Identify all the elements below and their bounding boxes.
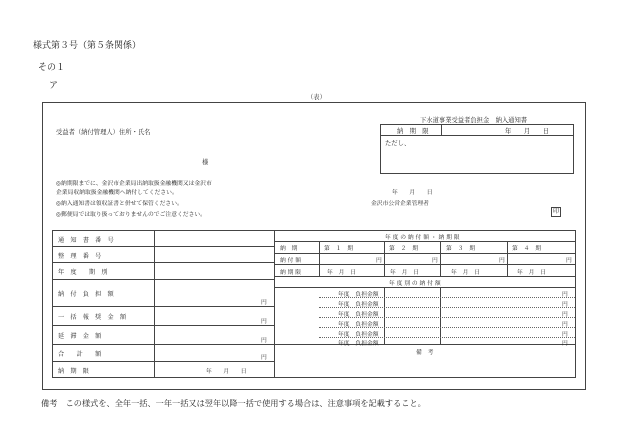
row-label (58, 366, 150, 375)
honorific: 様 (202, 159, 209, 166)
row-label-text: 延 滞 金 額 (58, 333, 102, 340)
schedule-header: 年 度 の 納 付 額 ・ 納 期 限 (385, 235, 460, 241)
period-header: 第 ３ 期 (446, 246, 475, 252)
instruction-line: 企業局収納取扱金融機関へ納付してください。 (56, 190, 178, 196)
annual-row-label: 年度 負担金額 (338, 332, 379, 338)
row-label (58, 331, 150, 340)
instruction-line: ◎納入通知書は領収証書と併せて保管ください。 (56, 201, 183, 207)
amount-row-label: 納 付 額 (280, 258, 302, 264)
row-label-text: 通 知 書 番 号 (58, 237, 114, 244)
amount-unit[interactable]: 円 (261, 355, 267, 361)
period-amount[interactable]: 円 (566, 258, 572, 264)
footnote: 備考 この様式を、全年一括、一年一括又は翌年以降一括で使用する場合は、注意事項を記載すること。 (41, 398, 426, 408)
form-part: その１ (38, 63, 66, 73)
row-label-text: 一 括 報 奨 金 額 (58, 314, 127, 321)
due-date-field[interactable]: 年 月 日 (206, 369, 247, 375)
due-date-value[interactable]: 年 月 日 (505, 128, 550, 135)
row-label-text: 合 計 額 (58, 351, 102, 358)
period-header: 第 ２ 期 (389, 246, 418, 252)
seal-box: 印 (552, 208, 559, 215)
annual-row-unit[interactable]: 円 (562, 312, 568, 318)
row-label (58, 251, 150, 260)
row-label (58, 289, 150, 298)
period-header: 第 １ 期 (324, 246, 353, 252)
row-label-text: 整 理 番 号 (58, 253, 102, 260)
period-header: 納 期 (280, 246, 298, 252)
annual-row-unit[interactable]: 円 (562, 292, 568, 298)
period-amount[interactable]: 円 (499, 258, 505, 264)
notice-title: 下水道事業受益者負担金 納入通知書 (420, 117, 528, 124)
due-row-label: 納 期 限 (280, 270, 302, 276)
period-due-date[interactable]: 年 月 日 (390, 270, 419, 276)
proviso[interactable]: ただし、 (385, 140, 411, 147)
row-label-text: 納 付 負 担 額 (58, 291, 114, 298)
form-number: 様式第３号（第５条関係） (33, 41, 142, 51)
row-label (58, 349, 150, 358)
due-date-box (380, 124, 574, 174)
period-amount[interactable]: 円 (376, 258, 382, 264)
period-due-date[interactable]: 年 月 日 (451, 270, 480, 276)
row-label-text: 年 度 期 別 (58, 269, 108, 276)
annual-row-label: 年度 負担金額 (338, 322, 379, 328)
instruction-line: ◎郵便局では取り扱っておりませんのでご注意ください。 (56, 212, 206, 218)
row-label-text: 納 期 限 (58, 368, 89, 375)
form-sub: ア (49, 81, 59, 91)
amount-unit[interactable]: 円 (261, 300, 267, 306)
due-label: 納 期 限 (397, 128, 429, 135)
side-label: （表） (307, 94, 326, 101)
annual-row-unit[interactable]: 円 (562, 302, 568, 308)
annual-row-label: 年度 負担金額 (338, 292, 379, 298)
period-header: 第 ４ 期 (512, 246, 541, 252)
row-label (58, 235, 150, 244)
remarks-label: 備 考 (416, 350, 434, 356)
annual-header: 年 度 別 の 納 付 額 (389, 281, 441, 287)
period-due-date[interactable]: 年 月 日 (517, 270, 546, 276)
annual-row-label: 年度 負担金額 (338, 312, 379, 318)
period-amount[interactable]: 円 (432, 258, 438, 264)
row-label (58, 267, 150, 276)
amount-unit[interactable]: 円 (261, 319, 267, 325)
annual-row-unit[interactable]: 円 (562, 322, 568, 328)
annual-row-unit[interactable]: 円 (562, 332, 568, 338)
issuer-name: 金沢市公営企業管理者 (371, 201, 429, 207)
payer-label: 受益者（納付管理人）住所・氏名 (56, 129, 151, 136)
annual-row-label: 年度 負担金額 (338, 341, 379, 347)
annual-row-label: 年度 負担金額 (338, 302, 379, 308)
row-label (58, 312, 150, 321)
instruction-line: ◎納期限までに、金沢市企業局出納取扱金融機関又は金沢市 (56, 181, 212, 187)
period-due-date[interactable]: 年 月 日 (327, 270, 356, 276)
issue-date: 年 月 日 (392, 190, 433, 196)
amount-unit[interactable]: 円 (261, 338, 267, 344)
annual-row-unit[interactable]: 円 (562, 341, 568, 347)
